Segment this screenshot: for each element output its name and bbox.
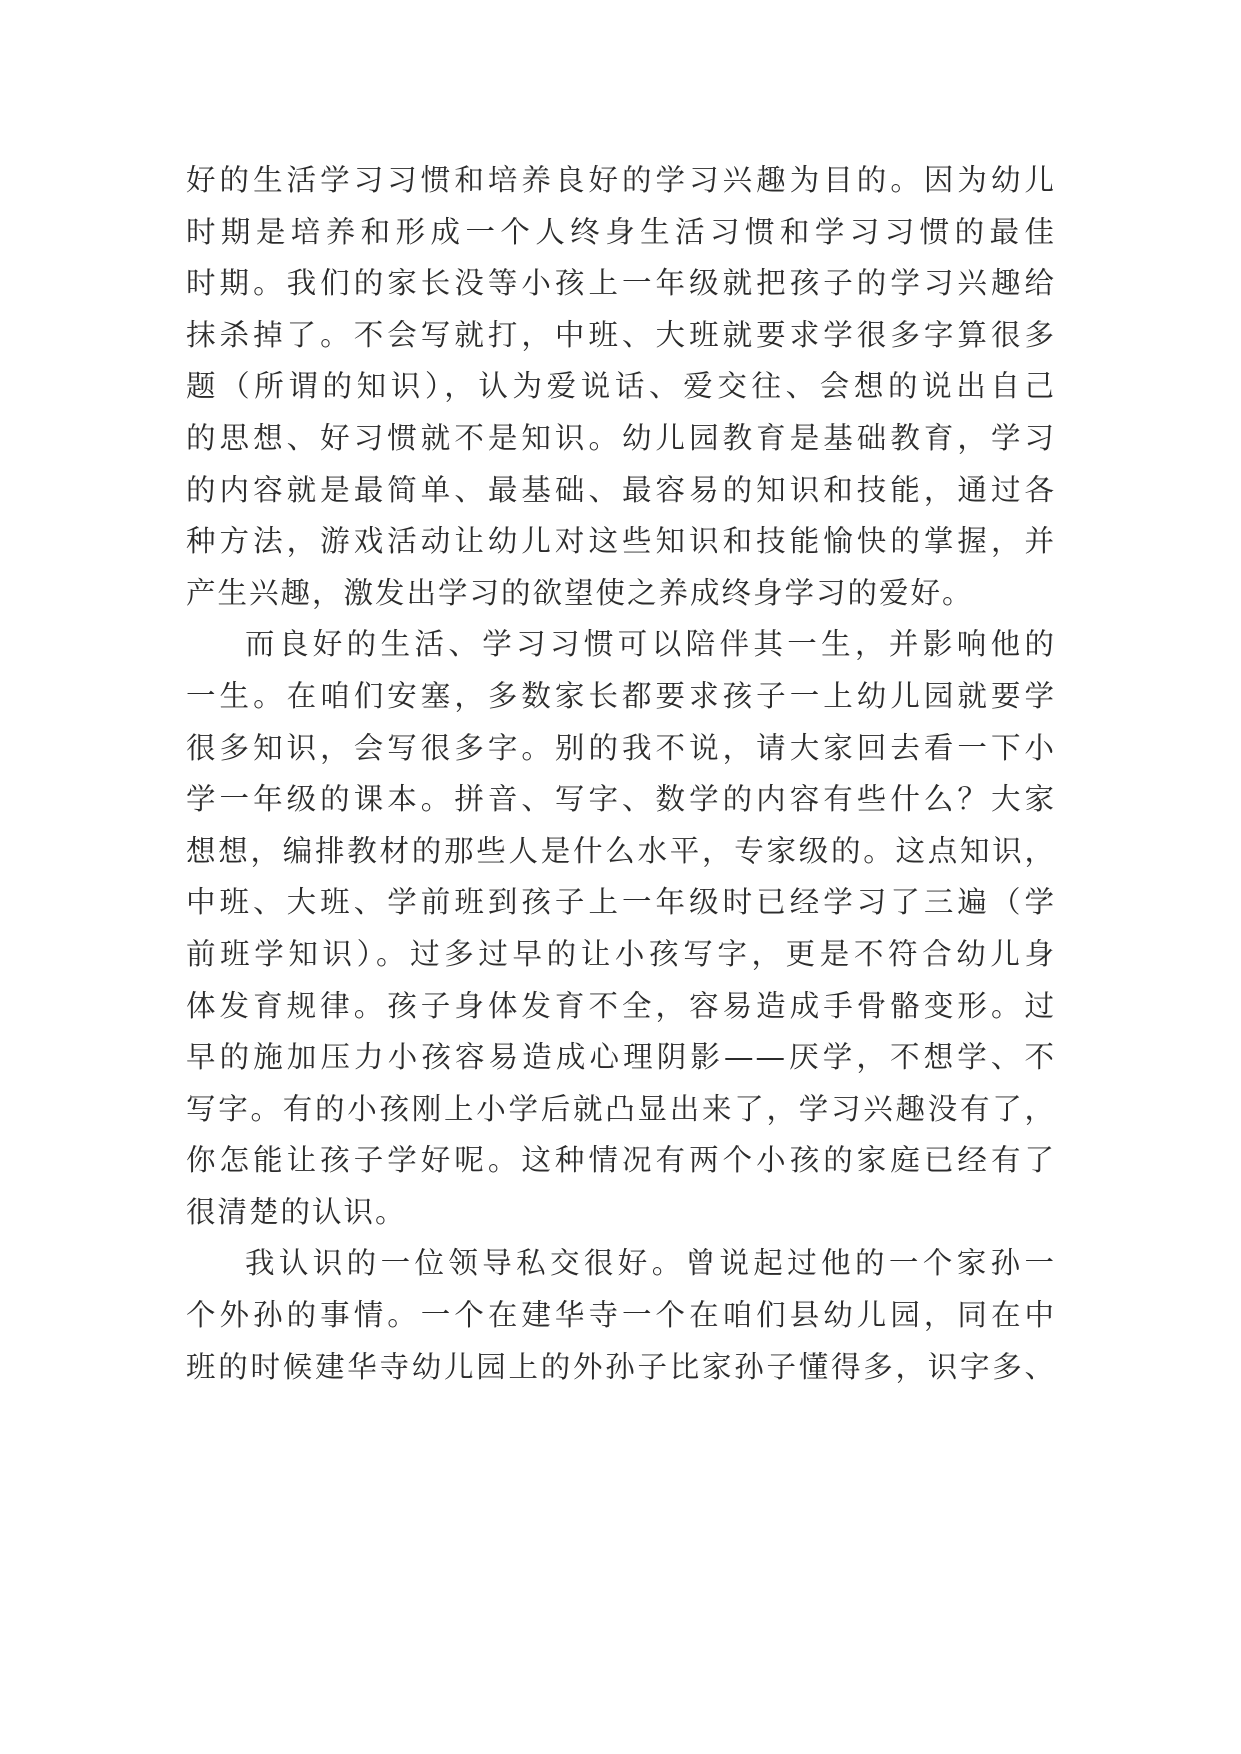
- text-line: 的思想、好习惯就不是知识。幼儿园教育是基础教育，学习: [186, 420, 1056, 455]
- document-body: [186, 155, 1056, 1393]
- text-line: 学一年级的课本。拼音、写字、数学的内容有些什么？大家: [186, 782, 1056, 817]
- text-line: 早的施加压力小孩容易造成心理阴影——厌学，不想学、不: [186, 1040, 1056, 1075]
- text-line: 你怎能让孩子学好呢。这种情况有两个小孩的家庭已经有了: [186, 1143, 1056, 1178]
- text-line: 时期是培养和形成一个人终身生活习惯和学习习惯的最佳: [186, 214, 1056, 249]
- text-line: 个外孙的事情。一个在建华寺一个在咱们县幼儿园，同在中: [186, 1298, 1056, 1333]
- text-line: 中班、大班、学前班到孩子上一年级时已经学习了三遍（学: [186, 885, 1056, 920]
- paragraph-3: [186, 1238, 1056, 1393]
- text-line: 一生。在咱们安塞，多数家长都要求孩子一上幼儿园就要学: [186, 678, 1056, 713]
- paragraph-1: [186, 155, 1056, 619]
- text-line: 我认识的一位领导私交很好。曾说起过他的一个家孙一: [245, 1246, 1056, 1281]
- text-line: 班的时候建华寺幼儿园上的外孙子比家孙子懂得多，识字多、: [186, 1349, 1056, 1384]
- text-line: 好的生活学习习惯和培养良好的学习兴趣为目的。因为幼儿: [186, 163, 1056, 197]
- text-line: 产生兴趣，激发出学习的欲望使之养成终身学习的爱好。: [186, 575, 974, 610]
- text-line: 而良好的生活、学习习惯可以陪伴其一生，并影响他的: [245, 627, 1056, 662]
- text-line: 很清楚的认识。: [186, 1194, 407, 1229]
- text-line: 种方法，游戏活动让幼儿对这些知识和技能愉快的掌握，并: [186, 524, 1056, 559]
- text-line: 想想，编排教材的那些人是什么水平，专家级的。这点知识，: [186, 833, 1056, 868]
- text-line: 时期。我们的家长没等小孩上一年级就把孩子的学习兴趣给: [186, 266, 1056, 301]
- paragraph-2: [186, 619, 1056, 1238]
- text-line: 题（所谓的知识），认为爱说话、爱交往、会想的说出自己: [186, 369, 1056, 404]
- text-line: 体发育规律。孩子身体发育不全，容易造成手骨骼变形。过: [186, 988, 1056, 1023]
- text-line: 抹杀掉了。不会写就打，中班、大班就要求学很多字算很多: [186, 317, 1056, 352]
- text-line: 前班学知识）。过多过早的让小孩写字，更是不符合幼儿身: [186, 936, 1056, 971]
- text-line: 很多知识，会写很多字。别的我不说，请大家回去看一下小: [186, 730, 1056, 765]
- text-line: 的内容就是最简单、最基础、最容易的知识和技能，通过各: [186, 472, 1056, 507]
- text-line: 写字。有的小孩刚上小学后就凸显出来了，学习兴趣没有了，: [186, 1091, 1056, 1126]
